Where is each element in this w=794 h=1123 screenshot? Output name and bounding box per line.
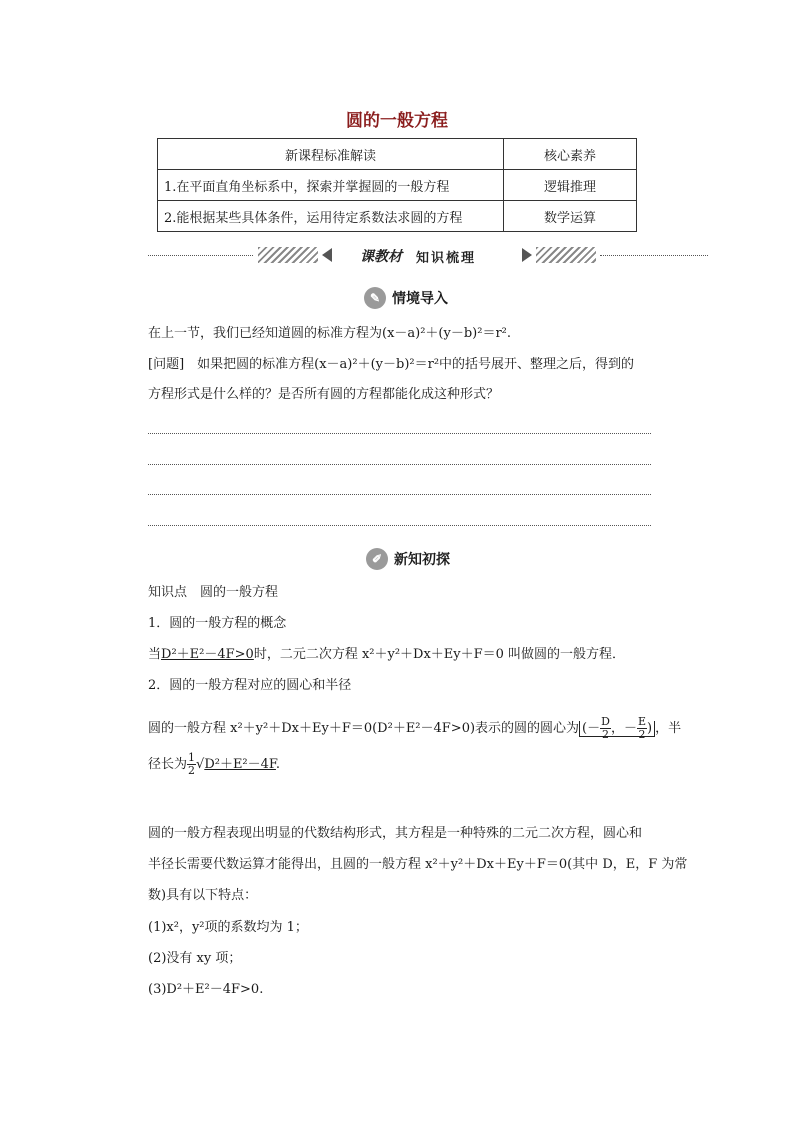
curriculum-table xyxy=(157,138,637,232)
kp2-line-1-end: ，半 xyxy=(655,721,682,736)
table-cell-literacy: 逻辑推理 xyxy=(504,170,637,201)
knowledge-point-title: 知识点 圆的一般方程 xyxy=(148,585,279,600)
center-x-denominator: 2 xyxy=(602,728,610,741)
banner-arrow-left-icon xyxy=(322,248,332,262)
center-y-denominator: 2 xyxy=(638,728,646,741)
table-cell-requirement: 2.能根据某些具体条件，运用待定系数法求圆的方程 xyxy=(158,201,504,232)
banner-stripe-right xyxy=(536,247,596,263)
explore-icon: ✐ xyxy=(366,548,388,570)
kp1-condition: D²＋E²－4F>0 xyxy=(161,647,254,662)
table-row xyxy=(158,170,637,201)
kp2-title: 2．圆的一般方程对应的圆心和半径 xyxy=(148,678,352,693)
table-cell-requirement: 1.在平面直角坐标系中，探索并掌握圆的一般方程 xyxy=(158,170,504,201)
kp1-title: 1．圆的一般方程的概念 xyxy=(148,616,287,631)
answer-line xyxy=(148,464,651,465)
kp1-text-suffix: 时，二元二次方程 x²＋y²＋Dx＋Ey＋F＝0 叫做圆的一般方程． xyxy=(253,647,626,662)
center-y-numerator: E xyxy=(637,715,646,728)
feature-2: (2)没有 xy 项； xyxy=(148,951,242,966)
table-cell-literacy: 数学运算 xyxy=(504,201,637,232)
kp2-line-1 xyxy=(148,716,681,741)
feature-3: (3)D²＋E²－4F>0. xyxy=(148,982,264,997)
banner-arrow-right-icon xyxy=(522,248,532,262)
section-heading-text: 新知初探 xyxy=(394,552,450,568)
note-line-3: 数)具有以下特点： xyxy=(148,888,258,903)
banner-label-knowledge: 知识梳理 xyxy=(416,251,477,266)
section-heading-text: 情境导入 xyxy=(392,291,448,307)
radius-numerator: 1 xyxy=(188,751,196,764)
banner-label-textbook: 课教材 xyxy=(360,249,402,265)
page-title: 圆的一般方程 xyxy=(346,111,448,131)
answer-line xyxy=(148,525,651,526)
kp2-center: (－ $\frac{D}{2}$ ，－ $\frac{E}{2}$ ) xyxy=(579,721,655,737)
answer-line xyxy=(148,433,651,434)
intro-text: 在上一节，我们已经知道圆的标准方程为(x－a)²＋(y－b)²＝r². xyxy=(148,326,512,341)
note-line-2: 半径长需要代数运算才能得出，且圆的一般方程 x²＋y²＋Dx＋Ey＋F＝0(其中 D，E，F 为常 xyxy=(148,857,688,872)
question-line-1: [问题] 如果把圆的标准方程(x－a)²＋(y－b)²＝r²中的括号展开、整理之后，得到的 xyxy=(148,357,635,372)
center-x-fraction xyxy=(600,716,611,741)
kp2-line-2-text: 径长为 xyxy=(148,757,188,772)
kp1-text-prefix: 当 xyxy=(148,647,162,662)
kp2-line-2 xyxy=(148,752,280,777)
kp1-text xyxy=(148,646,625,664)
radius-fraction xyxy=(187,752,196,777)
banner-divider-left xyxy=(148,255,253,256)
note-line-1: 圆的一般方程表现出明显的代数结构形式，其方程是一种特殊的二元二次方程，圆心和 xyxy=(148,826,643,841)
table-header-row xyxy=(158,139,637,170)
kp2-line-1-text: 圆的一般方程 x²＋y²＋Dx＋Ey＋F＝0(D²＋E²－4F>0)表示的圆的圆心为 xyxy=(148,721,580,736)
section-heading-new-knowledge xyxy=(366,547,450,571)
question-line-2: 方程形式是什么样的？是否所有圆的方程都能化成这种形式？ xyxy=(148,387,500,402)
table-row xyxy=(158,201,637,232)
feature-1: (1)x²，y²项的系数均为 1； xyxy=(148,920,308,935)
section-heading-scenario xyxy=(364,286,448,310)
radius-sqrt-content: D²＋E²－4F xyxy=(204,757,276,772)
section-banner xyxy=(148,245,708,267)
radius-denominator: 2 xyxy=(188,764,196,777)
table-header-standard: 新课程标准解读 xyxy=(158,139,504,170)
scenario-icon: ✎ xyxy=(364,287,386,309)
sqrt-sign: √ xyxy=(196,757,205,772)
table-header-literacy: 核心素养 xyxy=(504,139,637,170)
answer-line xyxy=(148,494,651,495)
banner-divider-right xyxy=(600,255,708,256)
center-y-fraction xyxy=(637,716,647,741)
center-x-numerator: D xyxy=(601,715,610,728)
kp2-line-2-end: . xyxy=(275,757,281,772)
banner-stripe-left xyxy=(258,247,318,263)
